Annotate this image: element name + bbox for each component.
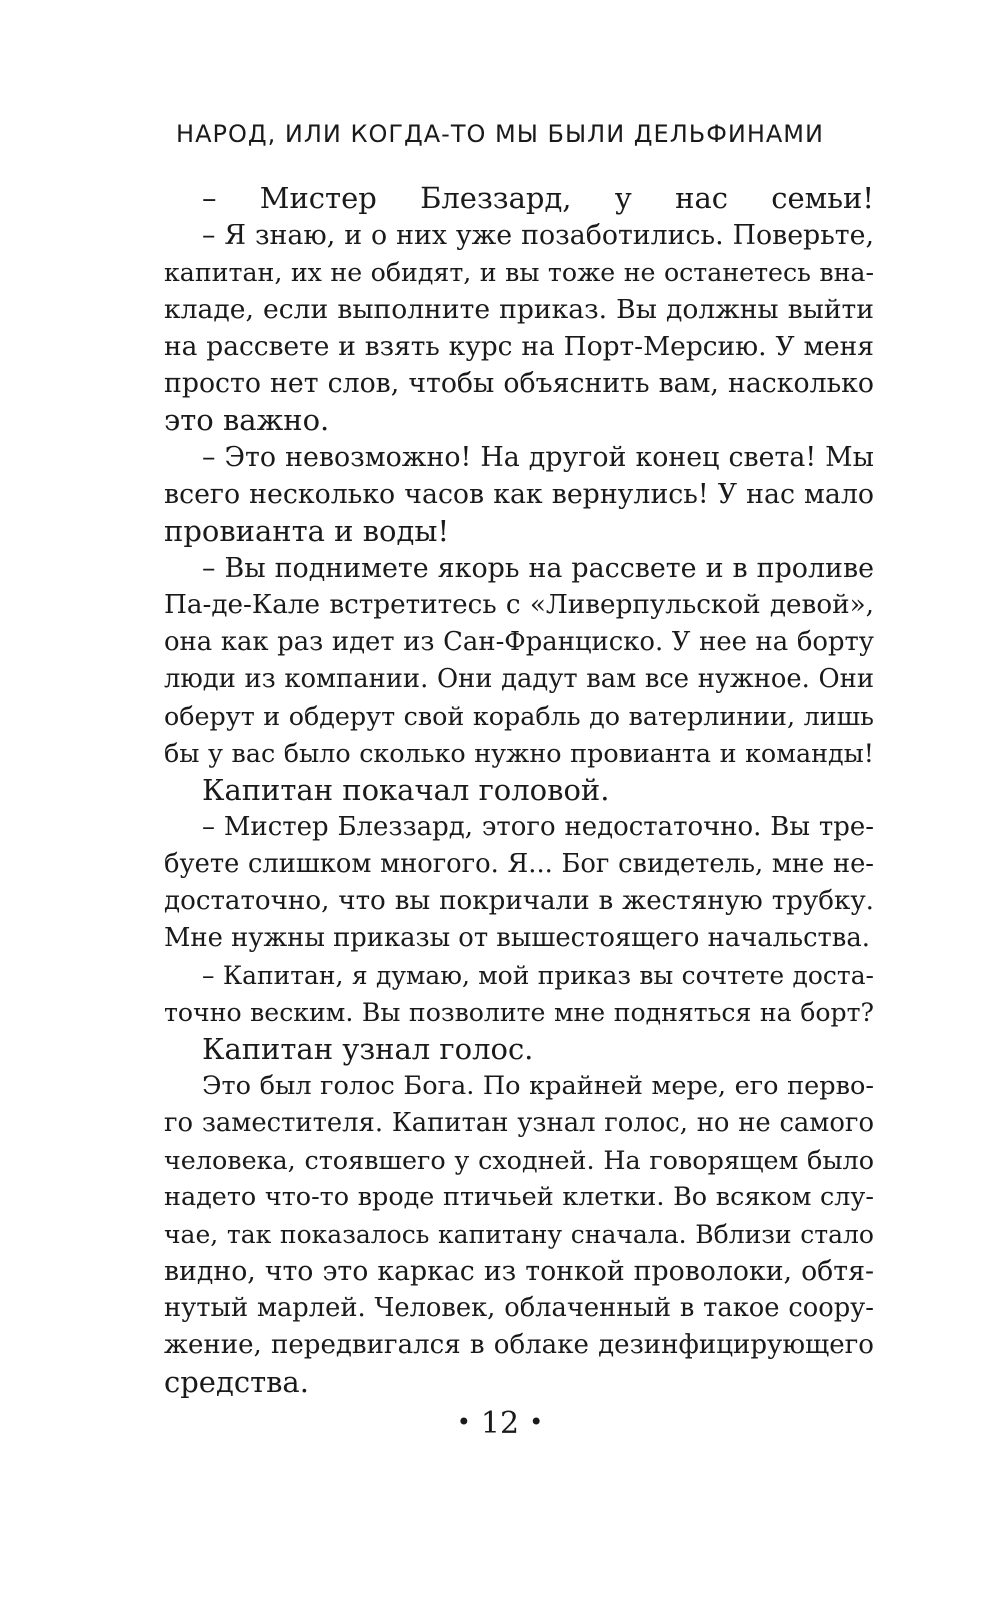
- text-line: Па-де-Кале встретитесь с «Ливерпульской девой»,: [164, 590, 874, 620]
- text-line: это важно.: [164, 403, 330, 437]
- text-line: Это был голос Бога. По крайней мере, его перво-: [202, 1071, 874, 1101]
- text-line: кладе, если выполните приказ. Вы должны выйти: [164, 294, 874, 325]
- text-line: капитан, их не обидят, и вы тоже не останетесь вна-: [164, 258, 874, 287]
- text-line: на рассвете и взять курс на Порт-Мерсию. У меня: [164, 331, 874, 362]
- text-line: просто нет слов, чтобы объяснить вам, насколько: [164, 368, 874, 399]
- page-number-value: 12: [480, 1406, 520, 1441]
- text-line: она как раз идет из Сан-Франциско. У нее на борту: [164, 627, 874, 657]
- text-line: люди из компании. Они дадут вам все нужное. Они: [164, 664, 874, 694]
- text-line: – Мистер Блеззард, этого недостаточно. Вы тре-: [202, 812, 874, 842]
- text-line: Капитан узнал голос.: [202, 1032, 534, 1066]
- text-line: го заместителя. Капитан узнал голос, но не самого: [164, 1108, 874, 1138]
- text-line: средства.: [164, 1365, 309, 1399]
- text-line: нутый марлей. Человек, облаченный в такое соору-: [164, 1293, 874, 1323]
- text-line: – Мистер Блеззард, у нас семьи!: [202, 181, 874, 215]
- running-head: НАРОД, ИЛИ КОГДА-ТО МЫ БЫЛИ ДЕЛЬФИНАМИ: [176, 120, 824, 148]
- text-line: достаточно, что вы покричали в жестяную трубку.: [164, 886, 874, 916]
- text-line: – Это невозможно! На другой конец света! Мы: [202, 442, 874, 473]
- text-line: – Капитан, я думаю, мой приказ вы сочтете доста-: [202, 961, 874, 990]
- text-line: – Я знаю, и о них уже позаботились. Поверьте,: [202, 220, 874, 251]
- bullet-right: •: [529, 1408, 544, 1436]
- page-number: [0, 1406, 1000, 1441]
- text-line: провианта и воды!: [164, 514, 450, 548]
- text-line: буете слишком многого. Я... Бог свидетель, мне не-: [164, 849, 874, 879]
- text-line: – Вы поднимете якорь на рассвете и в проливе: [202, 553, 874, 584]
- text-line: чае, так показалось капитану сначала. Вблизи стало: [164, 1220, 874, 1249]
- text-line: Капитан покачал головой.: [202, 773, 610, 807]
- body-text: [164, 180, 874, 1401]
- text-line: точно веским. Вы позволите мне подняться на борт?: [164, 998, 874, 1027]
- text-line: оберут и обдерут свой корабль до ватерлинии, лишь: [164, 701, 874, 731]
- text-line: человека, стоявшего у сходней. На говорящем было: [164, 1145, 874, 1175]
- text-line: жение, передвигался в облаке дезинфицирующего: [164, 1330, 874, 1360]
- text-line: надето что-то вроде птичьей клетки. Во всяком слу-: [164, 1182, 874, 1212]
- text-line: видно, что это каркас из тонкой проволоки, обтя-: [164, 1256, 874, 1287]
- text-line: всего несколько часов как вернулись! У нас мало: [164, 479, 874, 510]
- bullet-left: •: [456, 1408, 471, 1436]
- text-line: Мне нужны приказы от вышестоящего начальства.: [164, 923, 870, 953]
- text-line: бы у вас было сколько нужно провианта и команды!: [164, 738, 874, 768]
